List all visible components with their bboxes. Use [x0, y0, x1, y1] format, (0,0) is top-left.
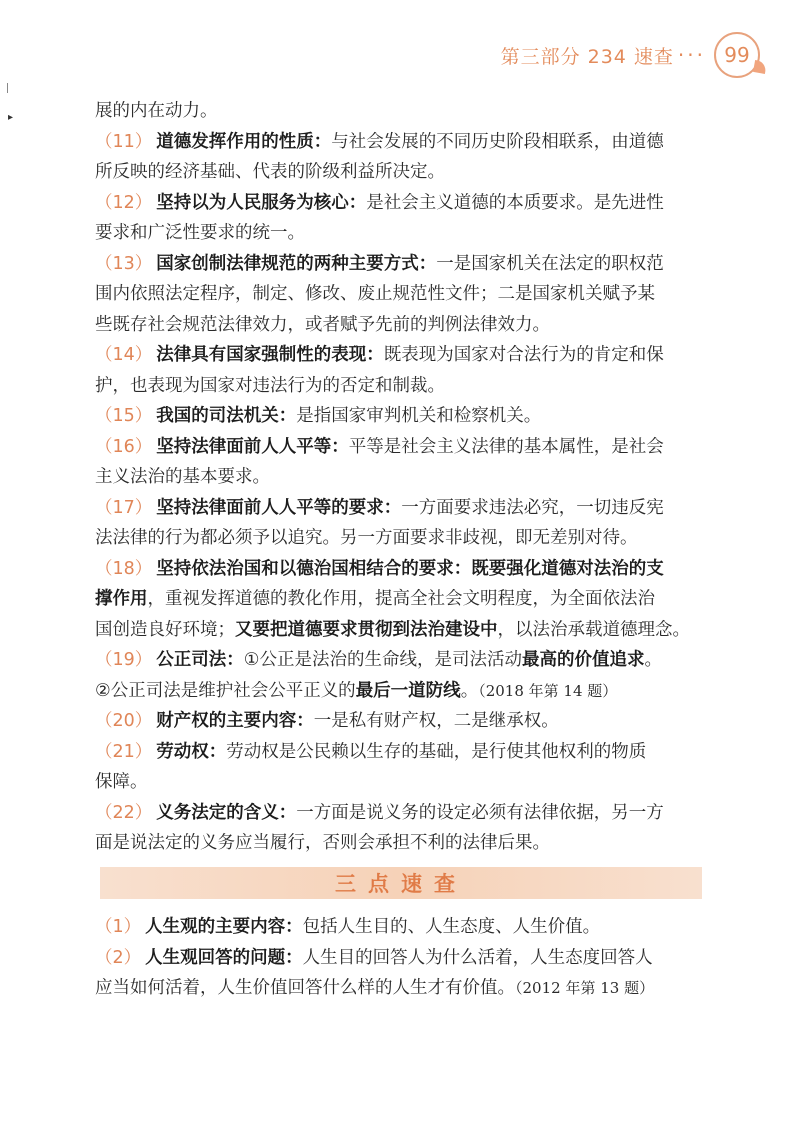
item-number: （22） [95, 802, 153, 823]
item-11 [95, 127, 715, 188]
item-text: 人生目的回答人为什么活着，人生态度回答人 [302, 947, 653, 968]
item-title: 道德发挥作用的性质： [156, 131, 332, 152]
item-22 [95, 798, 715, 859]
item-text: 一是国家机关在法定的职权范 [436, 253, 664, 274]
header-dots: ··· [677, 43, 706, 67]
item-text: 一是私有财产权，二是继承权。 [313, 711, 559, 731]
item-21 [95, 737, 715, 798]
item-20 [95, 706, 715, 737]
item-text: 应当如何活着，人生价值回答什么样的人生才有价值。 [95, 978, 515, 998]
item-text: ①公正是法治的生命线，是司法活动 [243, 650, 522, 670]
main-content [95, 96, 715, 859]
item-title: 坚持以为人民服务为核心： [156, 192, 367, 213]
item-number: （17） [95, 497, 153, 518]
item-text: ，重视发挥道德的教化作用，提高全社会文明程度，为全面依法治 [147, 589, 655, 609]
item-emphasis: 最后一道防线 [355, 680, 461, 701]
item-title: 坚持法律面前人人平等的要求： [156, 497, 402, 518]
section-title: 第三部分 234 速查 [500, 45, 674, 68]
item-19 [95, 645, 715, 706]
item-number: （13） [95, 253, 153, 274]
item-text: 是社会主义道德的本质要求。是先进性 [366, 192, 664, 213]
item-text: 。 [460, 680, 479, 701]
item-number: （1） [95, 917, 142, 937]
item-16 [95, 432, 715, 493]
item-title: 财产权的主要内容： [156, 711, 314, 731]
exam-citation: （2012 年第 13 题） [515, 979, 655, 997]
item-title: 我国的司法机关： [156, 406, 297, 426]
item-text: 与社会发展的不同历史阶段相联系，由道德 [331, 131, 664, 152]
item-text: 面是说法定的义务应当履行，否则会承担不利的法律后果。 [95, 833, 550, 853]
item-text: 护，也表现为国家对违法行为的否定和制裁。 [95, 375, 445, 396]
item-title: 坚持法律面前人人平等： [156, 436, 349, 457]
item-text: 一方面要求违法必究，一切违反宪 [401, 497, 664, 518]
item-12 [95, 188, 715, 249]
page-header [501, 32, 760, 78]
item-emphasis: 既要强化道德对法治的支 [471, 558, 664, 579]
item-title: 义务法定的含义： [156, 802, 297, 823]
item-text: 劳动权是公民赖以生存的基础，是行使其他权利的物质 [226, 741, 647, 762]
item-text: 要求和广泛性要求的统一。 [95, 223, 305, 243]
banner-title: 三点速查 [335, 872, 467, 896]
item-text: ②公正司法是维护社会公平正义的 [95, 680, 356, 701]
item-title: 人生观回答的问题： [145, 947, 303, 968]
item-text: 法法律的行为都必须予以追究。另一方面要求非歧视，即无差别对待。 [95, 528, 638, 548]
item-text: 既表现为国家对合法行为的肯定和保 [383, 345, 664, 365]
item-text: 包括人生目的、人生态度、人生价值。 [302, 917, 601, 937]
item-number: （12） [95, 192, 153, 213]
item-number: （16） [95, 436, 153, 457]
item-emphasis: 最高的价值追求 [521, 650, 645, 670]
item-title: 公正司法： [156, 650, 244, 670]
item-18 [95, 554, 715, 646]
margin-mark: ▸ [8, 112, 14, 123]
item-number: （18） [95, 558, 153, 579]
item-text: 围内依照法定程序，制定、修改、废止规范性文件；二是国家机关赋予某 [95, 284, 655, 304]
item-title: 坚持依法治国和以德治国相结合的要求： [156, 558, 472, 579]
exam-citation: （2018 年第 14 题） [478, 681, 618, 700]
continuation-line: 展的内在动力。 [95, 101, 218, 121]
item-text: 一方面是说义务的设定必须有法律依据，另一方 [296, 802, 664, 823]
section-content [95, 912, 715, 1004]
item-2 [95, 943, 715, 1004]
item-emphasis: 撑作用 [95, 589, 148, 609]
item-number: （21） [95, 741, 153, 762]
item-text: 保障。 [95, 772, 148, 792]
item-text: 所反映的经济基础、代表的阶级利益所决定。 [95, 162, 445, 182]
section-banner [100, 867, 702, 899]
item-number: （20） [95, 711, 153, 731]
item-number: （19） [95, 650, 153, 670]
item-text: 些既存社会规范法律效力，或者赋予先前的判例法律效力。 [95, 314, 550, 335]
item-15 [95, 401, 715, 432]
item-17 [95, 493, 715, 554]
item-14 [95, 340, 715, 401]
item-emphasis: 又要把道德要求贯彻到法治建设中 [235, 619, 498, 640]
item-number: （15） [95, 406, 153, 426]
item-1 [95, 912, 715, 943]
item-title: 国家创制法律规范的两种主要方式： [156, 253, 437, 274]
item-number: （11） [95, 131, 153, 152]
margin-tick [7, 83, 8, 93]
item-text: 主义法治的基本要求。 [95, 467, 270, 487]
item-number: （14） [95, 345, 153, 365]
item-13 [95, 249, 715, 341]
page-number-badge [714, 32, 760, 78]
page-number: 99 [724, 43, 750, 67]
item-text: 平等是社会主义法律的基本属性，是社会 [348, 436, 664, 457]
item-title: 劳动权： [156, 741, 227, 762]
item-title: 法律具有国家强制性的表现： [156, 345, 384, 365]
item-text: ，以法治承载道德理念。 [497, 619, 690, 640]
item-title: 人生观的主要内容： [145, 917, 303, 937]
item-text: 是指国家审判机关和检察机关。 [296, 406, 542, 426]
item-text: 国创造良好环境； [95, 619, 235, 640]
item-text: 。 [644, 650, 662, 670]
item-number: （2） [95, 947, 142, 968]
